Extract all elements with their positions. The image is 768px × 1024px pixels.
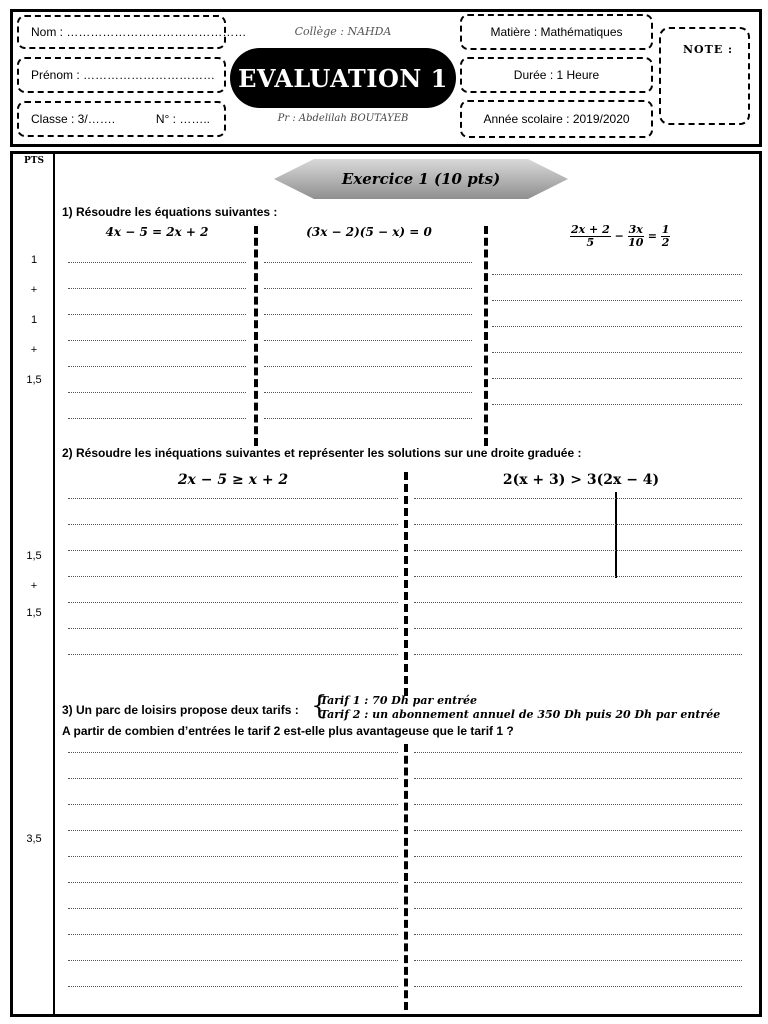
duree-field	[460, 57, 653, 93]
equation-2: (3x − 2)(5 − x) = 0	[306, 225, 432, 239]
answer-line[interactable]	[492, 352, 742, 353]
fraction-3	[661, 224, 671, 249]
answer-line[interactable]	[68, 804, 398, 805]
tarif-list	[320, 694, 720, 722]
exam-body-frame	[10, 151, 762, 1017]
column-divider	[404, 472, 408, 696]
answer-line[interactable]	[414, 602, 742, 603]
points-q1-plus-2: +	[30, 344, 38, 356]
numero-label: N° : ……..	[155, 112, 210, 126]
fraction-2-denominator: 10	[628, 236, 644, 249]
answer-line[interactable]	[414, 778, 742, 779]
fraction-1	[570, 224, 611, 249]
answer-line[interactable]	[414, 628, 742, 629]
equals-sign: =	[647, 229, 657, 243]
answer-line[interactable]	[492, 300, 742, 301]
answer-line[interactable]	[264, 288, 472, 289]
answer-line[interactable]	[68, 314, 246, 315]
fraction-3-numerator: 1	[661, 223, 670, 236]
points-q1-a: 1	[30, 254, 38, 266]
fraction-1-denominator: 5	[586, 236, 595, 249]
note-label: NOTE :	[683, 43, 734, 56]
answer-line[interactable]	[68, 288, 246, 289]
points-q2-plus: +	[30, 580, 38, 592]
answer-line[interactable]	[264, 418, 472, 419]
answer-line[interactable]	[68, 628, 398, 629]
answer-line[interactable]	[492, 274, 742, 275]
answer-line[interactable]	[68, 752, 398, 753]
answer-line[interactable]	[68, 262, 246, 263]
answer-line[interactable]	[492, 378, 742, 379]
inequation-2: 2(x + 3) > 3(2x − 4)	[502, 472, 660, 488]
answer-line[interactable]	[68, 418, 246, 419]
equation-3	[570, 224, 670, 249]
exercise-title: Exercice 1 (10 pts)	[341, 170, 501, 188]
answer-line[interactable]	[414, 804, 742, 805]
question-2-text: 2) Résoudre les inéquations suivantes et représenter les solutions sur une droite graduée :	[62, 446, 582, 460]
answer-line[interactable]	[68, 524, 398, 525]
answer-line[interactable]	[264, 366, 472, 367]
prenom-label: Prénom : ……………………………	[31, 68, 216, 82]
answer-line[interactable]	[68, 602, 398, 603]
note-box[interactable]	[659, 27, 750, 125]
points-q2-a: 1,5	[26, 550, 42, 562]
answer-line[interactable]	[68, 366, 246, 367]
points-q1-b: 1	[30, 314, 38, 326]
answer-line[interactable]	[414, 960, 742, 961]
answer-line[interactable]	[414, 550, 742, 551]
answer-line[interactable]	[68, 856, 398, 857]
answer-line[interactable]	[264, 314, 472, 315]
prenom-field[interactable]	[17, 57, 226, 93]
answer-line[interactable]	[414, 752, 742, 753]
answer-line[interactable]	[264, 340, 472, 341]
answer-line[interactable]	[68, 908, 398, 909]
vertical-rule	[615, 492, 617, 578]
author-name: Pr : Abdelilah BOUTAYEB	[277, 113, 409, 124]
column-divider	[254, 226, 258, 446]
answer-line[interactable]	[68, 498, 398, 499]
question-3-prompt: A partir de combien d’entrées le tarif 2 est-elle plus avantageuse que le tarif 1 ?	[62, 724, 514, 738]
answer-line[interactable]	[414, 524, 742, 525]
answer-line[interactable]	[68, 986, 398, 987]
answer-line[interactable]	[414, 856, 742, 857]
classe-label: Classe : 3/…….	[31, 112, 116, 126]
answer-line[interactable]	[264, 262, 472, 263]
points-q1-plus-1: +	[30, 284, 38, 296]
fraction-3-denominator: 2	[661, 236, 670, 249]
answer-line[interactable]	[68, 576, 398, 577]
inequation-1: 2x − 5 ≥ x + 2	[177, 472, 289, 488]
answer-line[interactable]	[68, 550, 398, 551]
points-q1-c: 1,5	[26, 374, 42, 386]
fraction-2	[628, 224, 644, 249]
brace-symbol: {	[311, 691, 328, 721]
matiere-field	[460, 14, 653, 50]
fraction-1-numerator: 2x + 2	[571, 223, 610, 236]
answer-line[interactable]	[414, 576, 742, 577]
answer-line[interactable]	[414, 882, 742, 883]
answer-line[interactable]	[414, 654, 742, 655]
column-divider	[404, 744, 408, 1010]
exercise-banner	[274, 158, 568, 200]
equation-1: 4x − 5 = 2x + 2	[105, 225, 209, 239]
nom-field[interactable]	[17, 15, 247, 49]
answer-line[interactable]	[68, 830, 398, 831]
question-1-text: 1) Résoudre les équations suivantes :	[62, 205, 278, 219]
duree-label: Durée : 1 Heure	[513, 68, 600, 82]
column-divider	[484, 226, 488, 446]
answer-line[interactable]	[68, 340, 246, 341]
tarif-1: Tarif 1 : 70 Dh par entrée	[320, 694, 477, 707]
question-3-text: 3) Un parc de loisirs propose deux tarifs :	[62, 703, 299, 717]
classe-field[interactable]	[17, 101, 226, 137]
answer-line[interactable]	[68, 882, 398, 883]
tarif-2: Tarif 2 : un abonnement annuel de 350 Dh puis 20 Dh par entrée	[320, 708, 721, 721]
answer-line[interactable]	[414, 908, 742, 909]
answer-line[interactable]	[414, 986, 742, 987]
points-q2-b: 1,5	[26, 607, 42, 619]
answer-line[interactable]	[414, 934, 742, 935]
answer-line[interactable]	[264, 392, 472, 393]
answer-line[interactable]	[68, 392, 246, 393]
annee-field	[460, 100, 653, 138]
points-q3: 3,5	[26, 833, 42, 845]
minus-sign: −	[614, 229, 624, 243]
answer-line[interactable]	[68, 778, 398, 779]
answer-line[interactable]	[414, 830, 742, 831]
points-header: PTS	[24, 156, 44, 166]
college-name: Collège : NAHDA	[294, 25, 392, 38]
nom-label: Nom : ………………………………………	[31, 25, 247, 39]
annee-label: Année scolaire : 2019/2020	[483, 112, 630, 126]
page-title: EVALUATION 1	[230, 48, 456, 108]
answer-line[interactable]	[414, 498, 742, 499]
answer-line[interactable]	[68, 960, 398, 961]
answer-line[interactable]	[492, 326, 742, 327]
matiere-label: Matière : Mathématiques	[490, 25, 623, 39]
answer-line[interactable]	[68, 654, 398, 655]
fraction-2-numerator: 3x	[628, 223, 643, 236]
answer-line[interactable]	[492, 404, 742, 405]
answer-line[interactable]	[68, 934, 398, 935]
